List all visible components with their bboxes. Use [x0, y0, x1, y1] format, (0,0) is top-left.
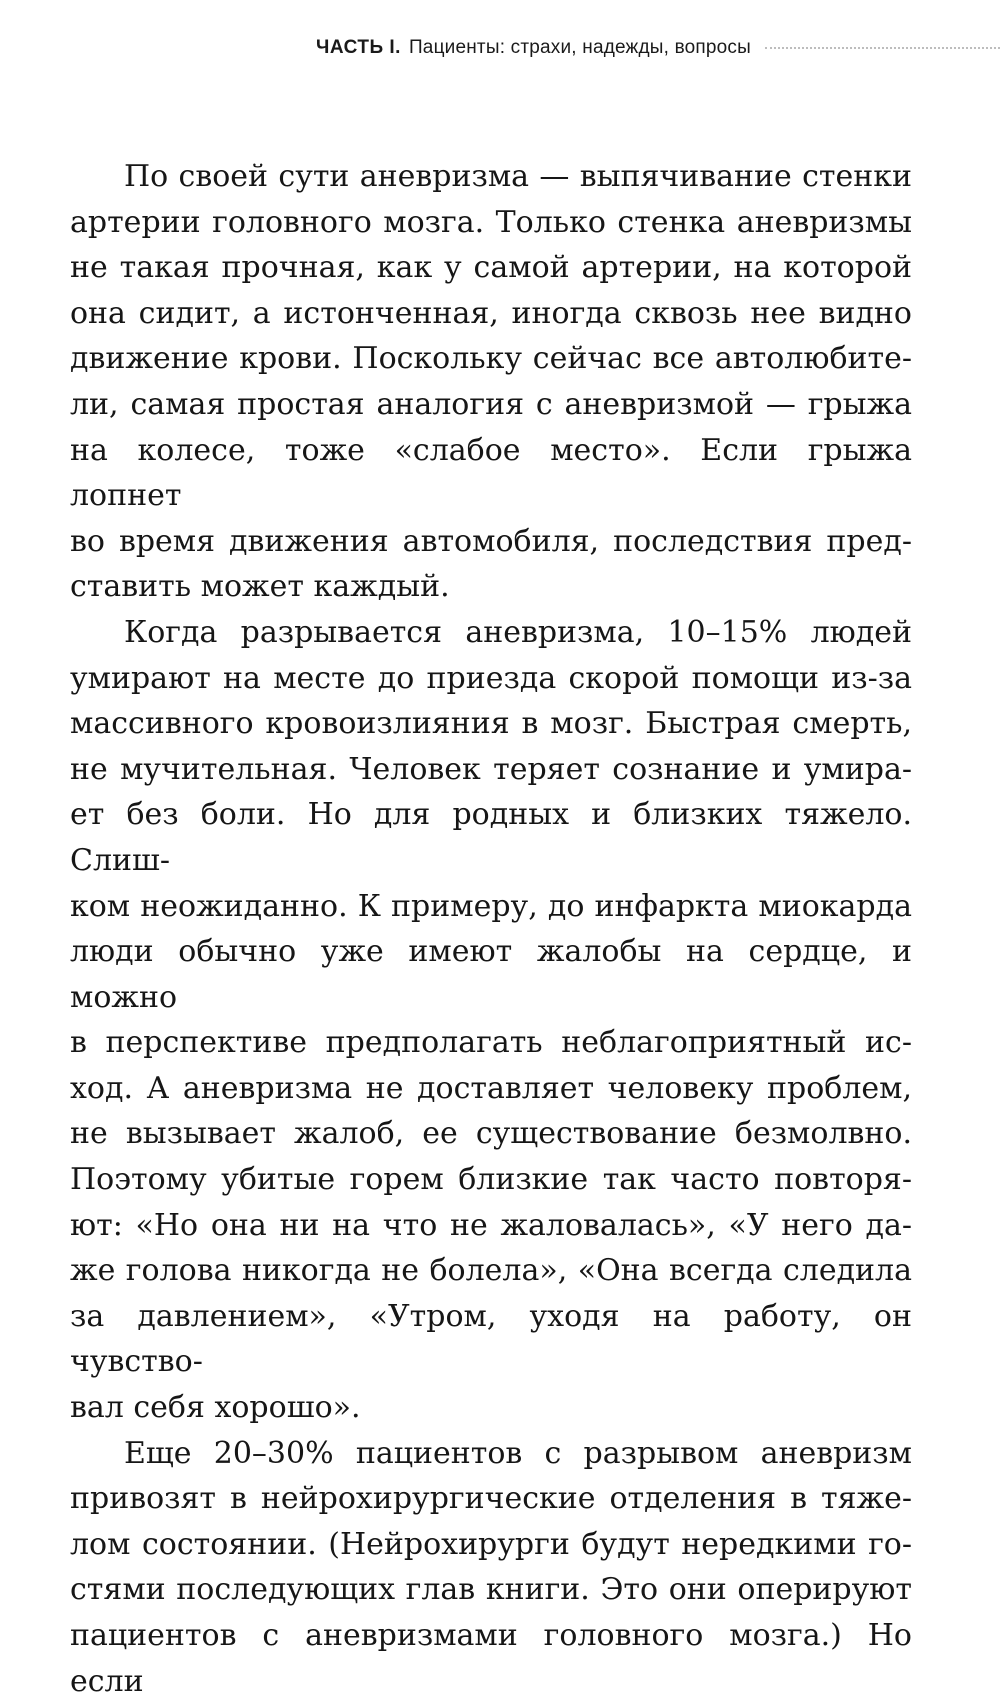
paragraph — [70, 154, 912, 610]
text-line: пациентов с аневризмами головного мозга.) Но если — [70, 1618, 912, 1699]
running-head — [316, 34, 1000, 62]
text-line: не мучительная. Человек теряет сознание и умира- — [70, 751, 912, 787]
text-line: в перспективе предполагать неблагоприятный ис- — [70, 1025, 912, 1061]
text-line: во время движения автомобиля, последствия пред- — [70, 523, 912, 559]
text-line: люди обычно уже имеют жалобы на сердце, и можно — [70, 934, 912, 1015]
text-line: вал себя хорошо». — [70, 1390, 361, 1426]
text-line: ли, самая простая аналогия с аневризмой — грыжа — [70, 386, 912, 422]
text-line: По своей сути аневризма — выпячивание стенки — [124, 159, 912, 194]
text-line: за давлением», «Утром, уходя на работу, он чувство- — [70, 1298, 912, 1380]
part-label: ЧАСТЬ I. — [316, 37, 401, 58]
text-line: ют: «Но она ни на что не жаловалась», «У него да- — [70, 1207, 912, 1243]
text-line: ет без боли. Но для родных и близких тяжело. Слиш- — [70, 797, 912, 878]
text-line: движение крови. Поскольку сейчас все автолюбите- — [70, 341, 912, 377]
text-line: привозят в нейрохирургические отделения в тяже- — [70, 1481, 912, 1517]
text-line: ставить может каждый. — [70, 569, 450, 605]
running-head-rule — [765, 47, 1000, 49]
text-line: не такая прочная, как у самой артерии, на которой — [70, 250, 912, 286]
text-line: же голова никогда не болела», «Она всегда следила — [70, 1253, 912, 1289]
text-line: Когда разрывается аневризма, 10–15% людей — [124, 614, 912, 650]
text-line: ход. А аневризма не доставляет человеку проблем, — [70, 1070, 912, 1106]
text-line: не вызывает жалоб, ее существование безмолвно. — [70, 1116, 912, 1152]
text-line: Еще 20–30% пациентов с разрывом аневризм — [124, 1435, 912, 1471]
part-title: Пациенты: страхи, надежды, вопросы — [408, 37, 751, 58]
text-line: она сидит, а истонченная, иногда сквозь нее видно — [70, 295, 912, 331]
paragraph — [70, 610, 912, 1431]
paragraph — [70, 1431, 912, 1704]
text-line: артерии головного мозга. Только стенка аневризмы — [70, 204, 912, 240]
text-line: на колесе, тоже «слабое место». Если грыжа лопнет — [70, 432, 912, 514]
text-line: лом состоянии. (Нейрохирурги будут нередкими го- — [70, 1526, 912, 1562]
text-line: ком неожиданно. К примеру, до инфаркта миокарда — [70, 888, 912, 924]
text-line: Поэтому убитые горем близкие так часто повторя- — [70, 1162, 912, 1198]
text-line: стями последующих глав книги. Это они оперируют — [70, 1572, 912, 1608]
body-text — [70, 154, 912, 1704]
text-line: массивного кровоизлияния в мозг. Быстрая смерть, — [70, 706, 912, 742]
text-line: умирают на месте до приезда скорой помощи из-за — [70, 660, 912, 696]
